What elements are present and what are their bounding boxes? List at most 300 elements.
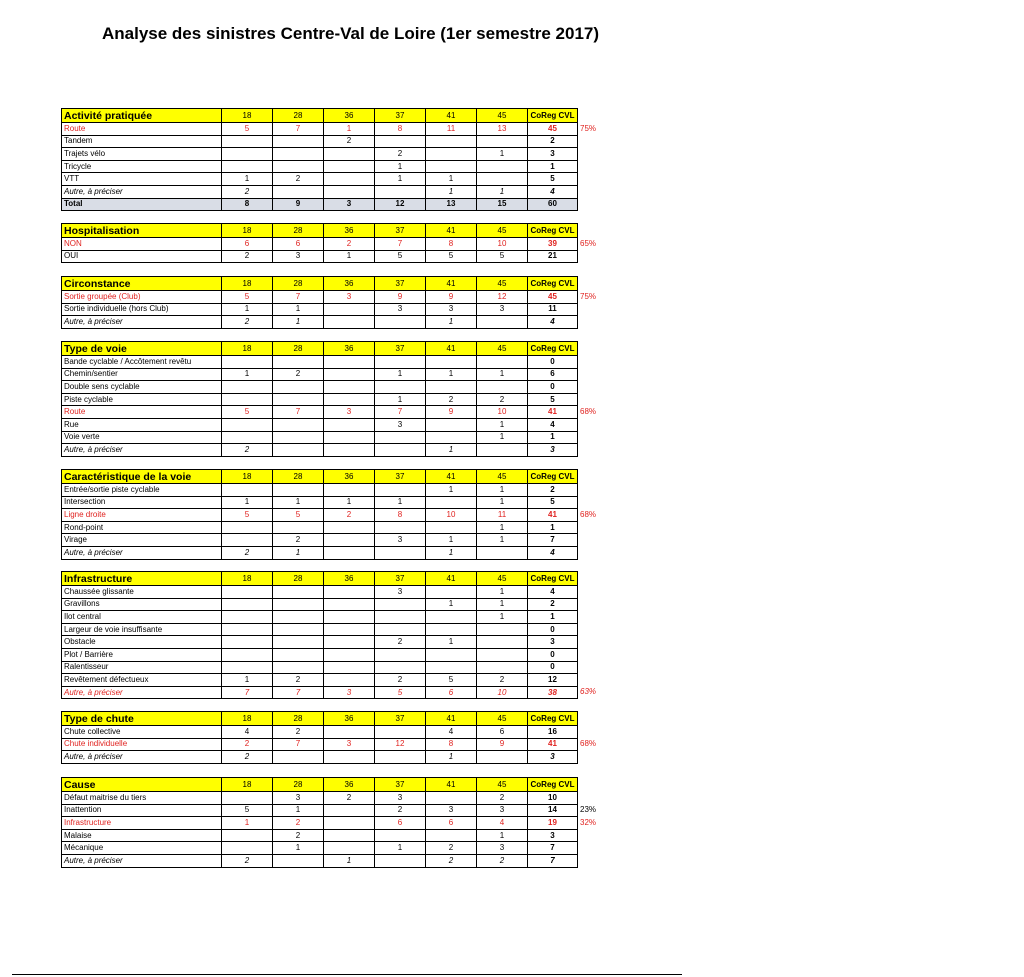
column-header: CoReg CVL [528, 778, 578, 792]
row-label: Piste cyclable [62, 393, 222, 406]
percentage-note: 23% [580, 805, 597, 815]
value-cell [222, 829, 273, 842]
column-header: 36 [324, 277, 375, 291]
column-header: 41 [426, 712, 477, 726]
value-cell [324, 661, 375, 674]
total-cell: 5 [528, 393, 578, 406]
value-cell [324, 611, 375, 624]
total-cell: 3 [528, 148, 578, 161]
value-cell: 1 [426, 484, 477, 497]
value-cell [477, 636, 528, 649]
total-cell: 41 [528, 738, 578, 751]
total-cell: 1 [528, 521, 578, 534]
value-cell [324, 598, 375, 611]
row-label: Sortie groupée (Club) [62, 291, 222, 304]
value-cell: 2 [222, 854, 273, 867]
section-type-voie [61, 341, 578, 457]
table-row [62, 648, 578, 661]
value-cell [324, 185, 375, 198]
value-cell: 6 [477, 726, 528, 739]
value-cell: 6 [426, 686, 477, 699]
value-cell: 1 [426, 368, 477, 381]
value-cell [324, 444, 375, 457]
total-cell: 38 [528, 686, 578, 699]
table-row [62, 250, 578, 263]
row-label: Rue [62, 418, 222, 431]
section-caracteristique [61, 469, 578, 560]
value-cell: 9 [273, 198, 324, 211]
column-header: CoReg CVL [528, 224, 578, 238]
table-row [62, 484, 578, 497]
value-cell [273, 586, 324, 599]
column-header: 18 [222, 109, 273, 123]
table-header-row [62, 712, 578, 726]
column-header: 36 [324, 109, 375, 123]
value-cell [375, 521, 426, 534]
column-header: 45 [477, 342, 528, 356]
value-cell: 1 [426, 316, 477, 329]
total-cell: 4 [528, 586, 578, 599]
value-cell: 2 [324, 238, 375, 251]
table-row [62, 444, 578, 457]
value-cell [426, 418, 477, 431]
row-label: Chute individuelle [62, 738, 222, 751]
value-cell: 3 [477, 804, 528, 817]
table-row [62, 598, 578, 611]
value-cell: 7 [273, 686, 324, 699]
value-cell: 1 [375, 368, 426, 381]
value-cell: 3 [324, 686, 375, 699]
value-cell: 5 [375, 686, 426, 699]
row-label: OUI [62, 250, 222, 263]
value-cell [273, 623, 324, 636]
value-cell: 2 [222, 546, 273, 559]
value-cell: 3 [273, 250, 324, 263]
value-cell [273, 418, 324, 431]
column-header: 28 [273, 712, 324, 726]
row-label: Plot / Barrière [62, 648, 222, 661]
value-cell [222, 534, 273, 547]
value-cell [273, 611, 324, 624]
value-cell: 1 [222, 674, 273, 687]
value-cell [222, 623, 273, 636]
value-cell [477, 444, 528, 457]
table-header-row [62, 342, 578, 356]
table-row [62, 148, 578, 161]
section-type-chute [61, 711, 578, 764]
value-cell [222, 431, 273, 444]
value-cell: 8 [426, 738, 477, 751]
total-cell: 0 [528, 356, 578, 369]
value-cell: 15 [477, 198, 528, 211]
value-cell [222, 356, 273, 369]
row-label: Sortie individuelle (hors Club) [62, 303, 222, 316]
total-cell: 10 [528, 792, 578, 805]
total-cell: 21 [528, 250, 578, 263]
value-cell [426, 661, 477, 674]
table-infrastructure [61, 571, 578, 699]
value-cell: 9 [426, 291, 477, 304]
value-cell [426, 648, 477, 661]
total-cell: 2 [528, 135, 578, 148]
total-cell: 16 [528, 726, 578, 739]
value-cell [324, 842, 375, 855]
row-label: Ligne droite [62, 509, 222, 522]
value-cell: 6 [375, 817, 426, 830]
column-header: 28 [273, 470, 324, 484]
value-cell: 1 [375, 160, 426, 173]
value-cell [426, 829, 477, 842]
row-label: Ilot central [62, 611, 222, 624]
value-cell: 5 [222, 804, 273, 817]
total-cell: 41 [528, 509, 578, 522]
page-title: Analyse des sinistres Centre-Val de Loire (1er semestre 2017) [102, 24, 600, 43]
value-cell: 1 [426, 751, 477, 764]
percentage-note: 75% [580, 123, 597, 133]
row-label: Ralentisseur [62, 661, 222, 674]
value-cell: 5 [222, 406, 273, 419]
value-cell [477, 648, 528, 661]
table-row [62, 160, 578, 173]
value-cell [273, 444, 324, 457]
row-label: Tricycle [62, 160, 222, 173]
value-cell: 11 [426, 123, 477, 136]
row-label: Trajets vélo [62, 148, 222, 161]
value-cell [375, 431, 426, 444]
value-cell [375, 726, 426, 739]
value-cell: 1 [222, 173, 273, 186]
value-cell: 7 [273, 123, 324, 136]
value-cell [324, 586, 375, 599]
table-row [62, 586, 578, 599]
value-cell: 3 [375, 586, 426, 599]
value-cell [222, 393, 273, 406]
total-cell: 0 [528, 661, 578, 674]
row-label: Obstacle [62, 636, 222, 649]
total-cell: 45 [528, 123, 578, 136]
total-cell: 7 [528, 854, 578, 867]
row-label: Autre, à préciser [62, 185, 222, 198]
value-cell: 2 [222, 738, 273, 751]
value-cell: 1 [324, 123, 375, 136]
value-cell [273, 521, 324, 534]
value-cell [222, 135, 273, 148]
section-title: Type de chute [62, 712, 222, 726]
value-cell [273, 751, 324, 764]
value-cell: 2 [477, 854, 528, 867]
value-cell [375, 611, 426, 624]
column-header: 36 [324, 572, 375, 586]
column-header: 18 [222, 342, 273, 356]
column-header: 37 [375, 277, 426, 291]
row-label: Intersection [62, 496, 222, 509]
value-cell: 1 [477, 829, 528, 842]
row-label: Bande cyclable / Accôtement revêtu [62, 356, 222, 369]
table-header-row [62, 109, 578, 123]
value-cell: 3 [375, 792, 426, 805]
column-header: 45 [477, 277, 528, 291]
value-cell [477, 173, 528, 186]
row-label: Rond-point [62, 521, 222, 534]
table-row [62, 726, 578, 739]
column-header: 37 [375, 778, 426, 792]
value-cell [426, 496, 477, 509]
value-cell: 1 [477, 431, 528, 444]
total-cell: 14 [528, 804, 578, 817]
column-header: 36 [324, 778, 375, 792]
value-cell [477, 751, 528, 764]
column-header: 28 [273, 224, 324, 238]
value-cell: 3 [477, 842, 528, 855]
value-cell [375, 444, 426, 457]
value-cell [375, 751, 426, 764]
table-row [62, 854, 578, 867]
table-row [62, 291, 578, 304]
value-cell: 7 [273, 291, 324, 304]
value-cell [426, 586, 477, 599]
section-title: Caractéristique de la voie [62, 470, 222, 484]
value-cell: 1 [426, 444, 477, 457]
value-cell [324, 173, 375, 186]
table-hospitalisation [61, 223, 578, 263]
value-cell: 7 [222, 686, 273, 699]
value-cell: 1 [324, 250, 375, 263]
value-cell: 2 [273, 829, 324, 842]
value-cell: 1 [426, 534, 477, 547]
table-row [62, 804, 578, 817]
value-cell: 1 [273, 316, 324, 329]
table-type-chute [61, 711, 578, 764]
value-cell: 3 [324, 198, 375, 211]
value-cell: 4 [426, 726, 477, 739]
row-label: Autre, à préciser [62, 316, 222, 329]
total-cell: 3 [528, 444, 578, 457]
percentage-note: 68% [580, 739, 597, 749]
section-cause [61, 777, 578, 868]
table-row [62, 316, 578, 329]
value-cell: 7 [375, 238, 426, 251]
row-label: Autre, à préciser [62, 546, 222, 559]
section-circonstance [61, 276, 578, 329]
total-cell: 0 [528, 623, 578, 636]
column-header: 37 [375, 572, 426, 586]
value-cell [222, 636, 273, 649]
row-label: VTT [62, 173, 222, 186]
table-row [62, 135, 578, 148]
total-cell: 41 [528, 406, 578, 419]
row-label: Mécanique [62, 842, 222, 855]
value-cell: 6 [426, 817, 477, 830]
value-cell: 1 [426, 173, 477, 186]
table-header-row [62, 778, 578, 792]
table-row [62, 393, 578, 406]
table-row [62, 842, 578, 855]
total-cell: 6 [528, 368, 578, 381]
value-cell [273, 484, 324, 497]
table-header-row [62, 277, 578, 291]
value-cell: 2 [273, 534, 324, 547]
value-cell [426, 521, 477, 534]
value-cell: 13 [477, 123, 528, 136]
value-cell: 1 [222, 368, 273, 381]
value-cell: 1 [273, 546, 324, 559]
value-cell: 6 [273, 238, 324, 251]
value-cell [426, 623, 477, 636]
value-cell [324, 521, 375, 534]
table-row [62, 751, 578, 764]
value-cell [222, 418, 273, 431]
table-row [62, 521, 578, 534]
value-cell [324, 356, 375, 369]
column-header: 45 [477, 109, 528, 123]
value-cell [477, 135, 528, 148]
value-cell: 2 [375, 674, 426, 687]
value-cell [273, 148, 324, 161]
column-header: 36 [324, 342, 375, 356]
table-row [62, 238, 578, 251]
value-cell [324, 484, 375, 497]
value-cell: 1 [273, 804, 324, 817]
table-circonstance [61, 276, 578, 329]
table-cause [61, 777, 578, 868]
value-cell: 1 [426, 546, 477, 559]
section-title: Type de voie [62, 342, 222, 356]
column-header: 18 [222, 712, 273, 726]
table-row [62, 546, 578, 559]
value-cell [273, 135, 324, 148]
table-row [62, 406, 578, 419]
row-label: Total [62, 198, 222, 211]
value-cell [324, 751, 375, 764]
total-cell: 1 [528, 160, 578, 173]
value-cell: 1 [375, 173, 426, 186]
value-cell: 5 [273, 509, 324, 522]
value-cell: 2 [426, 393, 477, 406]
value-cell: 3 [477, 303, 528, 316]
table-row [62, 431, 578, 444]
value-cell [375, 484, 426, 497]
value-cell: 3 [426, 303, 477, 316]
value-cell: 2 [273, 173, 324, 186]
section-hospitalisation [61, 223, 578, 263]
value-cell [324, 804, 375, 817]
column-header: 45 [477, 572, 528, 586]
value-cell: 3 [426, 804, 477, 817]
column-header: 45 [477, 778, 528, 792]
value-cell: 1 [375, 393, 426, 406]
value-cell: 1 [324, 854, 375, 867]
column-header: 36 [324, 224, 375, 238]
table-header-row [62, 572, 578, 586]
value-cell [222, 381, 273, 394]
percentage-note: 75% [580, 291, 597, 301]
value-cell [375, 623, 426, 636]
value-cell: 5 [426, 674, 477, 687]
row-label: Gravillons [62, 598, 222, 611]
value-cell: 3 [375, 418, 426, 431]
row-label: Voie verte [62, 431, 222, 444]
value-cell: 1 [426, 185, 477, 198]
value-cell [222, 611, 273, 624]
value-cell: 5 [375, 250, 426, 263]
value-cell: 5 [426, 250, 477, 263]
table-row [62, 674, 578, 687]
value-cell: 12 [375, 738, 426, 751]
table-row [62, 356, 578, 369]
table-header-row [62, 470, 578, 484]
table-row [62, 303, 578, 316]
value-cell [273, 393, 324, 406]
value-cell [273, 598, 324, 611]
value-cell [477, 160, 528, 173]
value-cell [324, 534, 375, 547]
total-cell: 5 [528, 496, 578, 509]
value-cell [324, 303, 375, 316]
value-cell [273, 648, 324, 661]
table-caracteristique [61, 469, 578, 560]
value-cell [426, 792, 477, 805]
value-cell: 8 [375, 123, 426, 136]
value-cell: 5 [222, 509, 273, 522]
value-cell [324, 160, 375, 173]
value-cell [426, 135, 477, 148]
value-cell [324, 726, 375, 739]
column-header: 18 [222, 277, 273, 291]
value-cell: 1 [477, 611, 528, 624]
percentage-note: 68% [580, 407, 597, 416]
value-cell: 1 [273, 496, 324, 509]
value-cell [477, 546, 528, 559]
percentage-note: 68% [580, 509, 597, 519]
value-cell [477, 661, 528, 674]
column-header: 28 [273, 109, 324, 123]
value-cell [222, 160, 273, 173]
value-cell [375, 854, 426, 867]
column-header: 18 [222, 778, 273, 792]
total-cell: 39 [528, 238, 578, 251]
row-label: Autre, à préciser [62, 751, 222, 764]
value-cell: 2 [222, 250, 273, 263]
value-cell: 1 [426, 636, 477, 649]
table-row [62, 636, 578, 649]
row-label: Malaise [62, 829, 222, 842]
table-header-row [62, 224, 578, 238]
value-cell [324, 546, 375, 559]
value-cell: 11 [477, 509, 528, 522]
row-label: Autre, à préciser [62, 686, 222, 699]
row-label: Chemin/sentier [62, 368, 222, 381]
value-cell [222, 148, 273, 161]
section-title: Cause [62, 778, 222, 792]
value-cell [324, 368, 375, 381]
value-cell: 10 [477, 238, 528, 251]
value-cell: 3 [324, 291, 375, 304]
value-cell [222, 661, 273, 674]
column-header: 28 [273, 342, 324, 356]
row-label: Tandem [62, 135, 222, 148]
table-row [62, 817, 578, 830]
total-cell: 2 [528, 484, 578, 497]
column-header: 41 [426, 224, 477, 238]
value-cell [273, 661, 324, 674]
value-cell [375, 356, 426, 369]
value-cell [222, 648, 273, 661]
value-cell: 2 [222, 316, 273, 329]
value-cell [477, 381, 528, 394]
value-cell: 1 [426, 598, 477, 611]
value-cell: 2 [426, 854, 477, 867]
column-header: 45 [477, 224, 528, 238]
